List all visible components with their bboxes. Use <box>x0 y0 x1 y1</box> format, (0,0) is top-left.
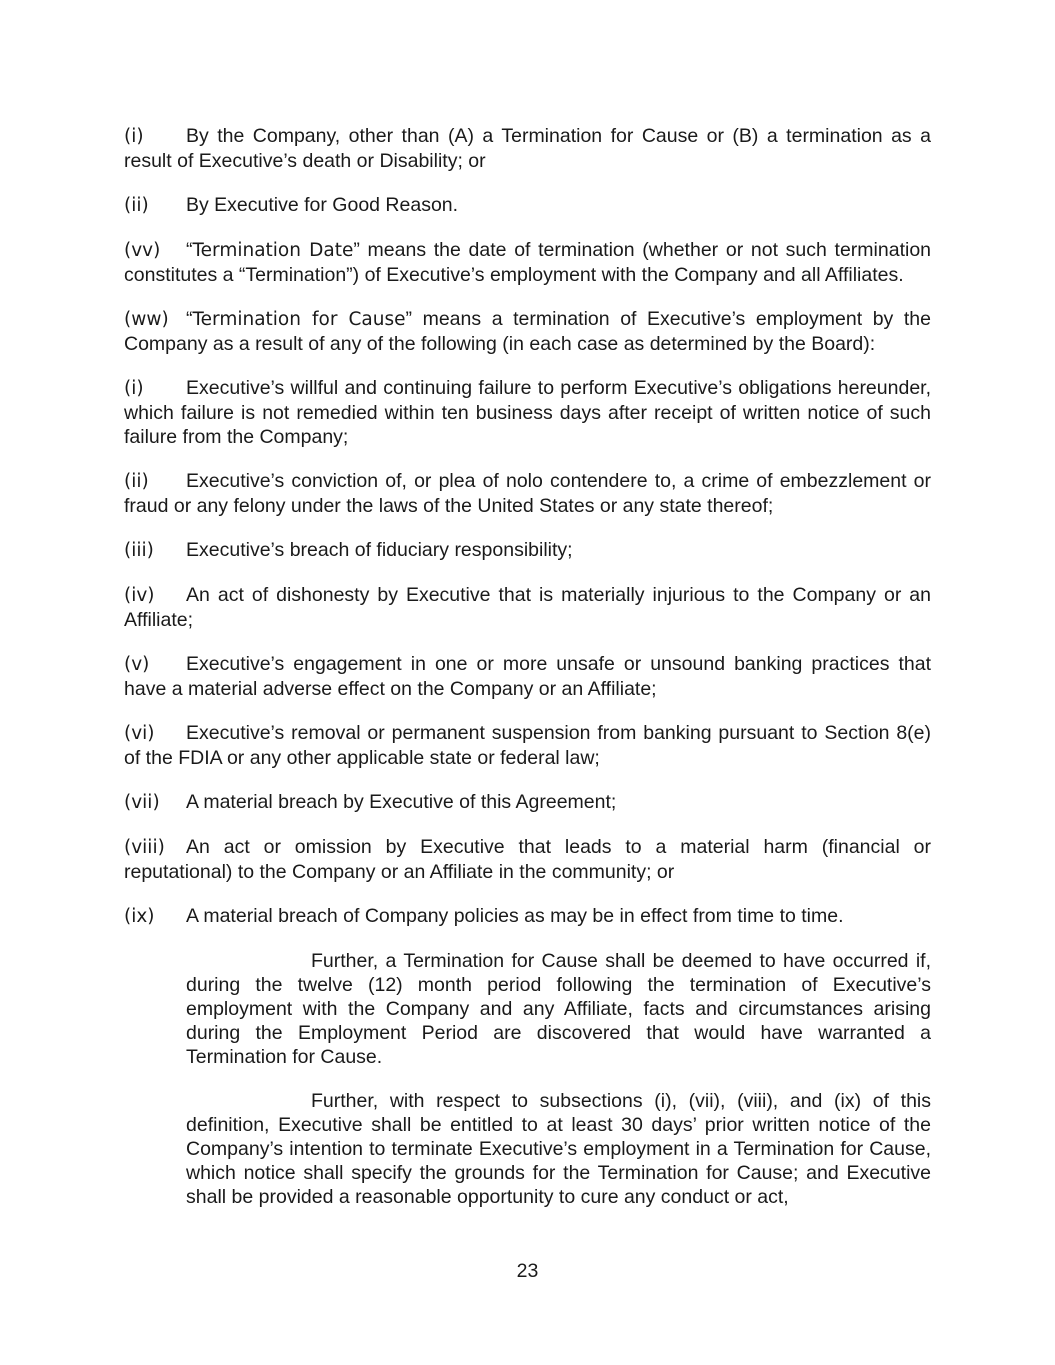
definition-termination-for-cause <box>124 307 931 356</box>
paragraph-i-company <box>124 124 931 173</box>
item-text: Executive’s removal or permanent suspension from banking pursuant to Section 8(e) of the FDIA or any other applicable state or federal law; <box>124 722 931 769</box>
item-number: (v) <box>124 654 150 675</box>
document-page <box>124 124 931 1229</box>
item-text: Executive’s engagement in one or more unsafe or unsound banking practices that have a material adverse effect on the Company or an Affiliate; <box>124 653 931 700</box>
paragraph-ii-good-reason <box>124 193 931 218</box>
item-number: (i) <box>124 126 144 147</box>
page-number: 23 <box>516 1260 539 1282</box>
paragraph-iii-fiduciary <box>124 538 931 563</box>
item-number: (vv) <box>124 240 161 261</box>
item-text: Executive’s willful and continuing failure to perform Executive’s obligations hereunder, which failure is not remedied within ten business days after receipt of written notice of such failure from the Company; <box>124 377 931 448</box>
item-number: (ix) <box>124 906 155 927</box>
paragraph-v-banking-practices <box>124 652 931 701</box>
item-number: (iii) <box>124 540 154 561</box>
item-text: Executive’s conviction of, or plea of nolo contendere to, a crime of embezzlement or fraud or any felony under the laws of the United States or any state thereof; <box>124 470 931 517</box>
definition-termination-date <box>124 238 931 287</box>
paragraph-i-willful-failure <box>124 376 931 449</box>
item-number: (vi) <box>124 723 155 744</box>
paragraph-vii-material-breach <box>124 790 931 815</box>
paragraph-viii-act-or-omission <box>124 835 931 884</box>
item-number: (i) <box>124 378 144 399</box>
item-text: An act or omission by Executive that leads to a material harm (financial or reputational) to the Company or an Affiliate in the community; or <box>124 836 931 883</box>
item-text: An act of dishonesty by Executive that is materially injurious to the Company or an Affiliate; <box>124 584 931 631</box>
open-quote: “ <box>186 308 193 330</box>
paragraph-ii-conviction <box>124 469 931 518</box>
further-paragraph-notice: Further, with respect to subsections (i), (vii), (viii), and (ix) of this definition, Executive shall be entitled to at least 30 days’ prior written notice of the Company’s intention to terminate Executive’s employment in a Termination for Cause, which notice shall specify the grounds for the Termination for Cause; and Executive shall be provided a reasonable opportunity to cure any conduct or act, <box>186 1090 931 1208</box>
item-number: (ww) <box>124 309 169 330</box>
paragraph-iv-dishonesty <box>124 583 931 632</box>
paragraph-ix-policies <box>124 904 931 929</box>
item-text: A material breach by Executive of this Agreement; <box>186 791 617 813</box>
defined-term: Termination for Cause <box>192 309 406 330</box>
item-text: Executive’s breach of fiduciary responsibility; <box>186 539 573 561</box>
open-quote: “ <box>186 239 193 261</box>
item-number: (iv) <box>124 585 155 606</box>
defined-term: Termination Date <box>192 240 354 261</box>
item-number: (ii) <box>124 471 149 492</box>
item-text: ” means the date of termination (whether or not such termination constitutes a “Termination”) of Executive’s employment with the Company and all Affiliates. <box>124 239 932 286</box>
item-text: By the Company, other than (A) a Termination for Cause or (B) a termination as a result of Executive’s death or Disability; or <box>124 125 931 172</box>
further-paragraph-deemed-occurred: Further, a Termination for Cause shall be deemed to have occurred if, during the twelve (12) month period following the termination of Executive’s employment with the Company and any Affiliate, facts and circumstances arising during the Employment Period are discovered that would have warranted a Termination for Cause. <box>186 950 931 1068</box>
item-number: (vii) <box>124 792 160 813</box>
paragraph-vi-removal <box>124 721 931 770</box>
item-text: By Executive for Good Reason. <box>186 194 459 216</box>
item-text: ” means a termination of Executive’s employment by the Company as a result of any of the following (in each case as determined by the Board): <box>124 308 931 355</box>
item-number: (ii) <box>124 195 149 216</box>
item-text: A material breach of Company policies as may be in effect from time to time. <box>186 905 844 927</box>
item-number: (viii) <box>124 837 165 858</box>
